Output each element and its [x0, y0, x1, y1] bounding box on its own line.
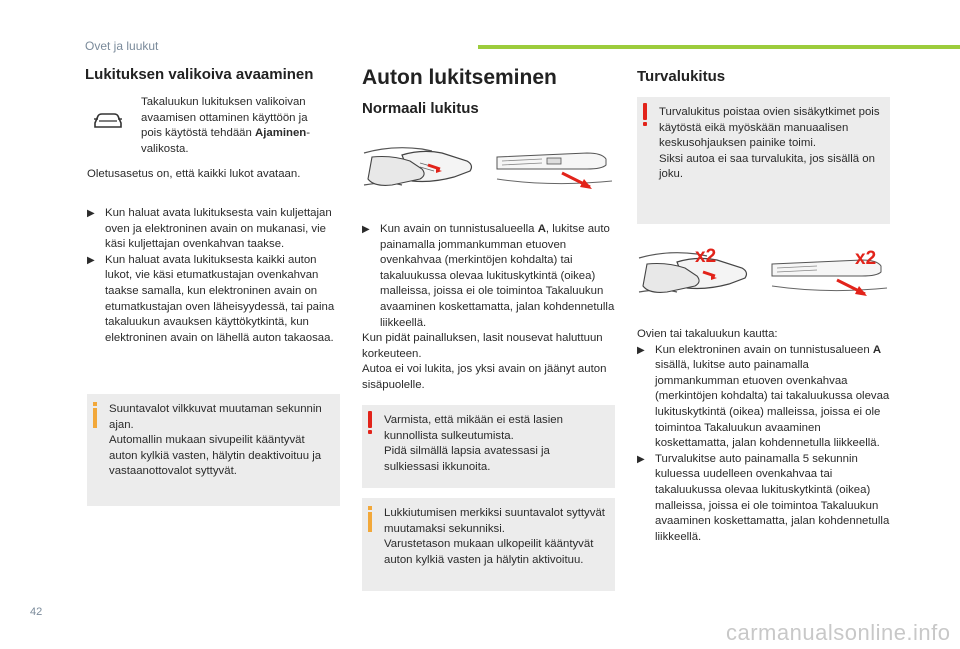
warning-box-text — [384, 413, 607, 475]
list-item — [362, 222, 617, 331]
bullet-text: Kun avain on tunnistusalueella — [380, 223, 538, 235]
deadlock-illustration — [637, 240, 890, 320]
bullet-marker: ▶ — [362, 224, 370, 235]
info-line: Suuntavalot vilkkuvat muutaman sekunnin ajan. — [109, 403, 322, 431]
warning-box-windows — [362, 405, 615, 488]
bullet-marker: ▶ — [637, 344, 645, 356]
bullet-text: , lukitse auto painamalla jommankumman etuoven ovenkahvaa (merkintöjen kohdalta) tai takaluukussa olevaa lukituskytkintä (oikea) malleissa, joissa ei ole toimintoa Takaluukun avaaminen koskettamatta, jalan kohdennetulla liikkeellä. — [380, 223, 615, 329]
info-box-text — [384, 506, 607, 568]
list-item — [87, 253, 342, 347]
bullet-text: Kun elektroninen avain on tunnistusalueen — [655, 343, 873, 356]
paragraph: Kun pidät painalluksen, lasit nousevat haluttuun korkeuteen. — [362, 332, 603, 360]
locking-instructions — [362, 222, 617, 394]
column-1 — [85, 66, 343, 83]
selective-unlock-title: Lukituksen valikoiva avaaminen — [85, 66, 314, 83]
normal-locking-subtitle: Normaali lukitus — [362, 100, 479, 117]
x2-label: x2 — [855, 248, 877, 269]
warning-box-deadlock — [637, 97, 890, 224]
x2-label: x2 — [695, 246, 717, 267]
hyphen: - — [306, 127, 311, 140]
warning-box-text — [659, 105, 882, 183]
car-key-icon — [92, 109, 124, 131]
info-box-text — [109, 402, 332, 480]
info-box-indicators — [87, 394, 340, 506]
info-icon — [93, 402, 97, 428]
bullet-marker: ▶ — [87, 208, 95, 219]
door-handle-lock-illustration — [362, 135, 615, 215]
warning-line: Siksi autoa ei saa turvalukita, jos sisällä on joku. — [659, 152, 875, 181]
bullet-marker: ▶ — [637, 453, 645, 465]
intro-text: pois käytöstä tehdään — [141, 127, 255, 140]
selective-unlock-bullets — [87, 206, 342, 346]
warning-line: Turvalukitus poistaa ovien sisäkytkimet pois käytöstä eikä myöskään manuaalisen keskusohjauksen painike toimi. — [659, 106, 880, 150]
intro-line: avaamisen ottaminen käyttöön ja — [141, 111, 308, 124]
warning-icon — [367, 411, 373, 434]
locking-title: Auton lukitseminen — [362, 66, 557, 89]
list-item — [637, 452, 895, 546]
watermark: carmanualsonline.info — [726, 620, 951, 645]
intro-line — [141, 126, 341, 142]
bullet-text: Kun haluat avata lukituksesta kaikki auton lukot, vie käsi etumatkustajan ovenkahvan taakse samalla, kun elektroninen avain on etumatkustajan oven läheisyydessä, tai paina takaluukun avauksen käyttökytkintä, kun elektroninen avain on lähellä auton takaosaa. — [105, 253, 335, 344]
menu-name: Ajaminen — [254, 127, 307, 140]
info-line: Varustetason mukaan ulkopeilit kääntyvät auton kylkiä vasten ja hälytin aktivoituu. — [384, 538, 594, 566]
list-item — [637, 343, 895, 452]
bullet-text: Kun haluat avata lukituksesta vain kuljettajan oven ja elektroninen avain on mukanasi, vie käsi kuljettajan ovenkahvan taakse. — [105, 207, 332, 251]
info-box-lock-signals — [362, 498, 615, 591]
info-line: Lukkiutumisen merkiksi suuntavalot syttyvät muutamaksi sekunniksi. — [384, 507, 605, 535]
bullet-text: Turvalukitse auto painamalla 5 sekunnin kuluessa uudelleen ovenkahvaa tai takaluukussa olevaa lukituskytkintä (oikea) malleissa, joissa ei ole toimintoa Takaluukun avaaminen koskettamatta, jalan kohdennetulla liikkeellä. — [655, 452, 890, 543]
warning-line: Varmista, että mikään ei estä lasien kunnollista sulkeutumista. — [384, 414, 563, 442]
list-item — [87, 206, 342, 253]
bullet-text: sisällä, lukitse auto painamalla jommankumman etuoven ovenkahvaa (merkintöjen kohdalta) tai takaluukussa olevaa lukituskytkintä (oikea) malleissa, joissa ei ole toimintoa Takaluukun avaaminen koskettamatta, jalan kohdennetulla liikkeellä. — [655, 359, 890, 450]
default-setting-text: Oletusasetus on, että kaikki lukot avataan. — [87, 168, 301, 180]
bullet-marker: ▶ — [87, 254, 95, 266]
section-header: Ovet ja luukut — [85, 39, 159, 53]
page-number: 42 — [30, 606, 43, 618]
warning-line: Pidä silmällä lapsia avatessasi ja sulkiessasi ikkunoita. — [384, 445, 550, 473]
info-icon — [368, 506, 372, 532]
intro-line: Takaluukun lukituksen valikoivan — [141, 96, 306, 108]
warning-icon — [642, 103, 648, 126]
section-accent-bar — [478, 45, 960, 49]
info-line: Automallin mukaan sivupeilit kääntyvät auton kylkiä vasten, hälytin deaktivoituu ja vastaanottovalot syttyvät. — [109, 434, 322, 478]
selective-unlock-intro — [141, 95, 341, 157]
deadlock-instructions — [637, 327, 895, 545]
deadlock-title: Turvalukitus — [637, 68, 726, 85]
zone-label: A — [872, 343, 882, 356]
zone-label: A — [537, 223, 546, 235]
paragraph: Autoa ei voi lukita, jos yksi avain on jäänyt auton sisäpuolelle. — [362, 363, 607, 391]
intro-line: valikosta. — [141, 142, 189, 155]
deadlock-intro: Ovien tai takaluukun kautta: — [637, 328, 778, 340]
